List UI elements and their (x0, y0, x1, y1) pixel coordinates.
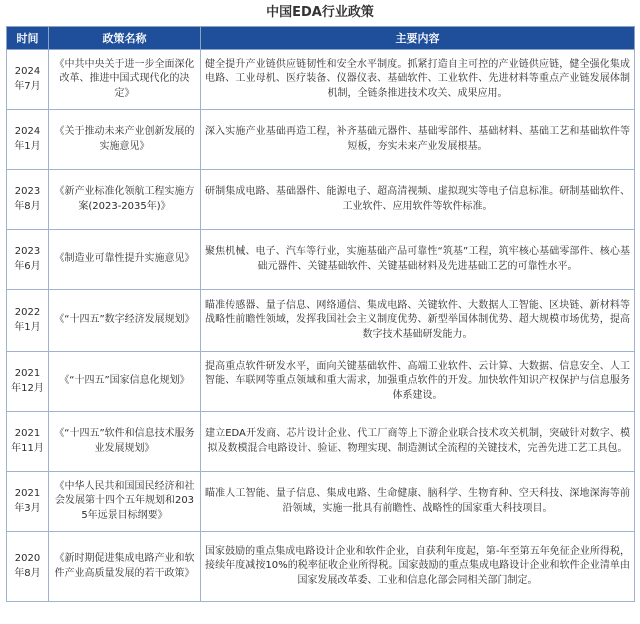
header-time: 时间 (7, 27, 49, 50)
row-content: 聚焦机械、电子、汽车等行业，实施基础产品可靠性“筑基”工程，筑牢核心基础零部件、核心基础元器件、关键基础软件、关键基础材料及先进基础工艺的可靠性水平。 (201, 230, 635, 290)
table-header-row (7, 27, 635, 50)
table-row (7, 532, 635, 602)
row-time: 2023 年6月 (7, 230, 49, 290)
table-row (7, 472, 635, 532)
row-policy-name: 《制造业可靠性提升实施意见》 (49, 230, 201, 290)
row-policy-name: 《“十四五”数字经济发展规划》 (49, 290, 201, 352)
row-content: 瞄准传感器、量子信息、网络通信、集成电路、关键软件、大数据人工智能、区块链、新材料等战略性前瞻性领域，发挥我国社会主义制度优势、新型举国体制优势、超大规模市场优势，提高数字技术基础研发能力。 (201, 290, 635, 352)
row-policy-name: 《“十四五”软件和信息技术服务业发展规划》 (49, 412, 201, 472)
row-time: 2024 年7月 (7, 50, 49, 110)
row-time: 2021 年3月 (7, 472, 49, 532)
table-row (7, 352, 635, 412)
row-policy-name: 《关于推动未来产业创新发展的实施意见》 (49, 110, 201, 170)
row-policy-name: 《“十四五”国家信息化规划》 (49, 352, 201, 412)
row-time: 2020 年8月 (7, 532, 49, 602)
row-policy-name: 《新时期促进集成电路产业和软件产业高质量发展的若干政策》 (49, 532, 201, 602)
row-content: 建立EDA开发商、芯片设计企业、代工厂商等上下游企业联合技术攻关机制，突破针对数字、模拟及数模混合电路设计、验证、物理实现、制造测试全流程的关键技术，完善先进工艺工具包。 (201, 412, 635, 472)
row-content: 提高重点软件研发水平，面向关键基础软件、高端工业软件、云计算、大数据、信息安全、人工智能、车联网等重点领域和重大需求，加强重点软件的开发。加快软件知识产权保护与信息服务体系建设。 (201, 352, 635, 412)
row-content: 瞄准人工智能、量子信息、集成电路、生命健康、脑科学、生物育种、空天科技、深地深海等前沿领域，实施一批具有前瞻性、战略性的国家重大科技项目。 (201, 472, 635, 532)
header-main-content: 主要内容 (201, 27, 635, 50)
table-row (7, 230, 635, 290)
row-policy-name: 《新产业标准化领航工程实施方案(2023-2035年)》 (49, 170, 201, 230)
row-time: 2021 年12月 (7, 352, 49, 412)
row-time: 2023 年8月 (7, 170, 49, 230)
row-time: 2021 年11月 (7, 412, 49, 472)
row-content: 国家鼓励的重点集成电路设计企业和软件企业，自获利年度起，第-年至第五年免征企业所得税，接续年度减按10%的税率征收企业所得税。国家鼓励的重点集成电路设计企业和软件企业清单由国家发展改革委、工业和信息化部会同相关部门制定。 (201, 532, 635, 602)
table-row (7, 50, 635, 110)
page-title: 中国EDA行业政策 (266, 5, 374, 20)
table-row (7, 170, 635, 230)
row-content: 健全提升产业链供应链韧性和安全水平制度。抓紧打造自主可控的产业链供应链，健全强化集成电路、工业母机、医疗装备、仪器仪表、基础软件、工业软件、先进材料等重点产业链发展体制机制，全链条推进技术攻关、成果应用。 (201, 50, 635, 110)
table-row (7, 110, 635, 170)
table-row (7, 412, 635, 472)
row-content: 深入实施产业基础再造工程，补齐基础元器件、基础零部件、基础材料、基础工艺和基础软件等短板，夯实未来产业发展根基。 (201, 110, 635, 170)
row-policy-name: 《中共中央关于进一步全面深化改革、推进中国式现代化的决定》 (49, 50, 201, 110)
row-content: 研制集成电路、基础器件、能源电子、超高清视频、虚拟现实等电子信息标准。研制基础软件、工业软件、应用软件等软件标准。 (201, 170, 635, 230)
row-time: 2024 年1月 (7, 110, 49, 170)
row-policy-name: 《中华人民共和国国民经济和社会发展第十四个五年规划和2035年远景目标纲要》 (49, 472, 201, 532)
header-policy-name: 政策名称 (49, 27, 201, 50)
table-row (7, 290, 635, 352)
policy-table (6, 26, 635, 602)
row-time: 2022 年1月 (7, 290, 49, 352)
